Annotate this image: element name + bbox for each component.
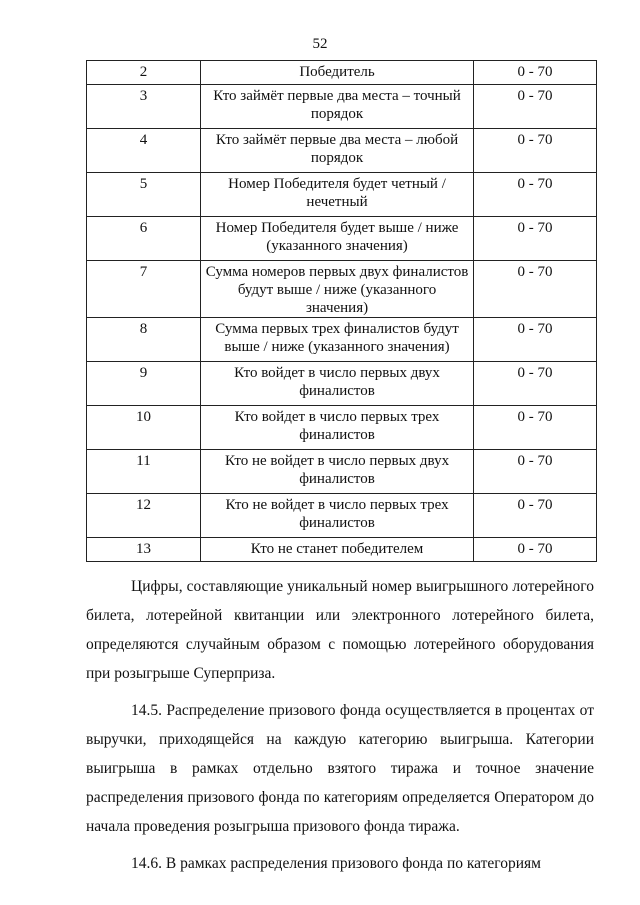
row-number: 6 [87,217,201,261]
row-percent: 0 - 70 [474,450,597,494]
row-category: Номер Победителя будет четный / нечетный [201,173,474,217]
table-row [87,217,597,261]
row-number: 11 [87,450,201,494]
row-number: 9 [87,362,201,406]
row-percent: 0 - 70 [474,261,597,318]
table-row [87,261,597,318]
row-percent: 0 - 70 [474,85,597,129]
row-number: 5 [87,173,201,217]
row-number: 13 [87,538,201,562]
row-percent: 0 - 70 [474,494,597,538]
row-number: 4 [87,129,201,173]
row-percent: 0 - 70 [474,61,597,85]
row-category: Кто войдет в число первых трех финалистов [201,406,474,450]
row-percent: 0 - 70 [474,217,597,261]
row-percent: 0 - 70 [474,173,597,217]
table-row [87,538,597,562]
table-row [87,129,597,173]
paragraph: Цифры, составляющие уникальный номер выигрышного лотерейного билета, лотерейной квитанции или электронного лотерейного билета, определяются случайным образом с помощью лотерейного оборудования при розыгрыше Суперприза. [86,578,594,682]
table-row [87,494,597,538]
paragraph: 14.5. Распределение призового фонда осуществляется в процентах от выручки, приходящейся на каждую категорию выигрыша. Категории выигрыша в рамках отдельно взятого тиража и точное значение распределения призового фонда по категориям определяется Оператором до начала проведения розыгрыша призового фонда тиража. [86,702,594,835]
row-number: 8 [87,318,201,362]
table-row [87,85,597,129]
row-number: 7 [87,261,201,318]
table-row [87,173,597,217]
row-category: Номер Победителя будет выше / ниже (указанного значения) [201,217,474,261]
table-row [87,61,597,85]
table-row [87,450,597,494]
paragraph: 14.6. В рамках распределения призового фонда по категориям [131,855,541,872]
body-text [86,572,594,886]
prize-category-table [86,60,597,562]
table-row [87,362,597,406]
table-row [87,406,597,450]
row-percent: 0 - 70 [474,362,597,406]
row-number: 3 [87,85,201,129]
row-category: Кто не войдет в число первых двух финалистов [201,450,474,494]
row-percent: 0 - 70 [474,538,597,562]
row-category: Кто войдет в число первых двух финалистов [201,362,474,406]
page-number: 52 [312,36,328,52]
row-number: 12 [87,494,201,538]
row-number: 10 [87,406,201,450]
table-row [87,318,597,362]
row-category: Сумма первых трех финалистов будут выше / ниже (указанного значения) [201,318,474,362]
row-percent: 0 - 70 [474,406,597,450]
row-category: Кто займёт первые два места – точный порядок [201,85,474,129]
row-category: Кто не станет победителем [201,538,474,562]
row-category: Кто не войдет в число первых трех финалистов [201,494,474,538]
row-percent: 0 - 70 [474,318,597,362]
row-percent: 0 - 70 [474,129,597,173]
row-category: Сумма номеров первых двух финалистов будут выше / ниже (указанного значения) [201,261,474,318]
row-number: 2 [87,61,201,85]
row-category: Победитель [201,61,474,85]
row-category: Кто займёт первые два места – любой порядок [201,129,474,173]
